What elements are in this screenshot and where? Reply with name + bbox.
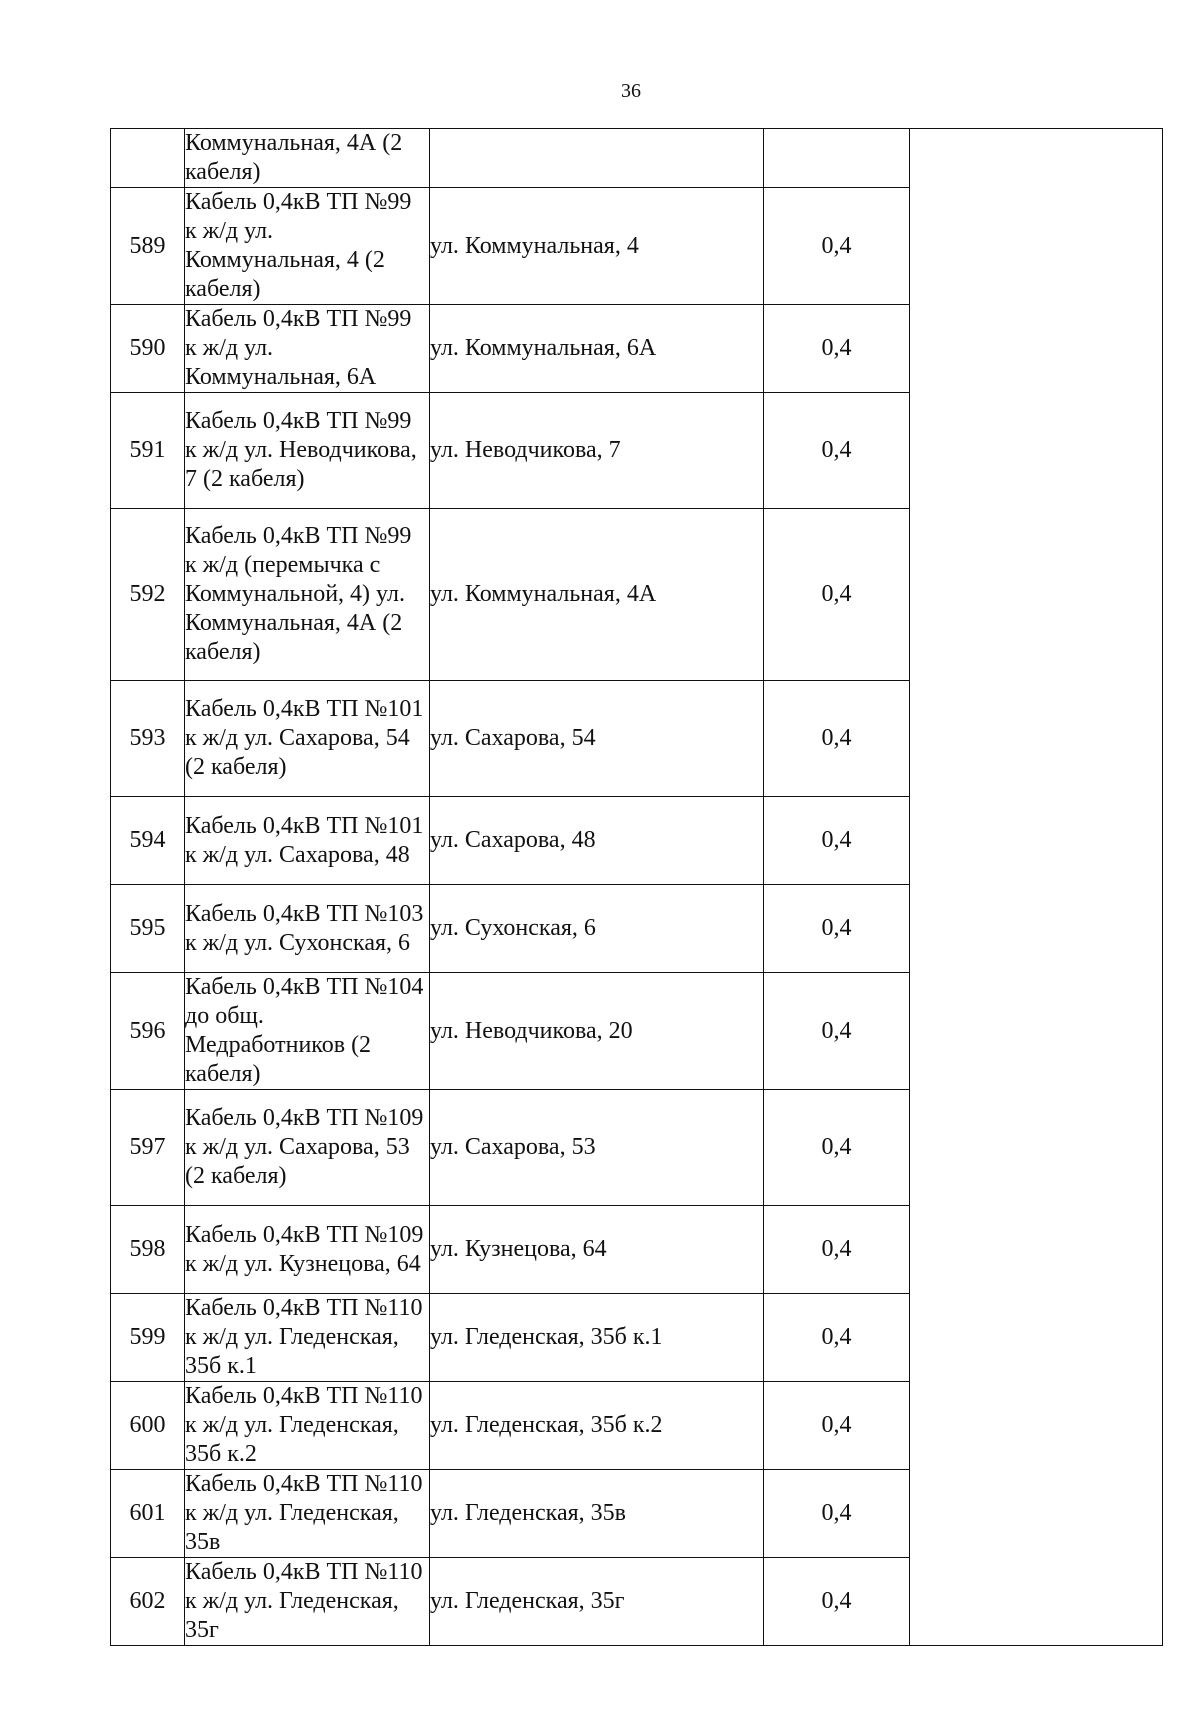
table-row-continuation xyxy=(111,129,1163,188)
address-cell: ул. Коммунальная, 6А xyxy=(430,305,764,393)
voltage-cell: 0,4 xyxy=(764,973,910,1090)
cable-name-cell: Кабель 0,4кВ ТП №99 к ж/д ул. Коммунальная, 6А xyxy=(185,305,430,393)
row-number-cell: 589 xyxy=(111,188,185,305)
address-cell: ул. Гледенская, 35б к.1 xyxy=(430,1294,764,1382)
address-cell xyxy=(430,129,764,188)
address-cell: ул. Коммунальная, 4А xyxy=(430,509,764,681)
row-number-cell: 600 xyxy=(111,1382,185,1470)
cable-name-cell: Кабель 0,4кВ ТП №99 к ж/д ул. Коммунальная, 4 (2 кабеля) xyxy=(185,188,430,305)
voltage-cell: 0,4 xyxy=(764,393,910,509)
cable-name-cell: Кабель 0,4кВ ТП №101 к ж/д ул. Сахарова, 48 xyxy=(185,797,430,885)
cable-name-cell: Кабель 0,4кВ ТП №99 к ж/д (перемычка с Коммунальной, 4) ул. Коммунальная, 4А (2 кабеля) xyxy=(185,509,430,681)
voltage-cell: 0,4 xyxy=(764,1294,910,1382)
address-cell: ул. Сахарова, 54 xyxy=(430,681,764,797)
voltage-cell: 0,4 xyxy=(764,885,910,973)
page-number: 36 xyxy=(621,80,641,102)
address-cell: ул. Неводчикова, 20 xyxy=(430,973,764,1090)
address-cell: ул. Гледенская, 35г xyxy=(430,1558,764,1646)
voltage-cell xyxy=(764,129,910,188)
voltage-cell: 0,4 xyxy=(764,1206,910,1294)
address-cell: ул. Сухонская, 6 xyxy=(430,885,764,973)
row-number-cell: 601 xyxy=(111,1470,185,1558)
voltage-cell: 0,4 xyxy=(764,681,910,797)
voltage-cell: 0,4 xyxy=(764,1558,910,1646)
cable-registry-table xyxy=(110,128,1163,1646)
row-number-cell xyxy=(111,129,185,188)
cable-name-cell: Кабель 0,4кВ ТП №110 к ж/д ул. Гледенская, 35в xyxy=(185,1470,430,1558)
cable-name-cell: Кабель 0,4кВ ТП №109 к ж/д ул. Сахарова, 53 (2 кабеля) xyxy=(185,1090,430,1206)
voltage-cell: 0,4 xyxy=(764,797,910,885)
row-number-cell: 594 xyxy=(111,797,185,885)
cable-name-cell: Кабель 0,4кВ ТП №110 к ж/д ул. Гледенская, 35г xyxy=(185,1558,430,1646)
voltage-cell: 0,4 xyxy=(764,188,910,305)
empty-column-cell xyxy=(910,129,1163,1646)
address-cell: ул. Кузнецова, 64 xyxy=(430,1206,764,1294)
row-number-cell: 593 xyxy=(111,681,185,797)
cable-name-cell: Кабель 0,4кВ ТП №101 к ж/д ул. Сахарова, 54 (2 кабеля) xyxy=(185,681,430,797)
row-number-cell: 602 xyxy=(111,1558,185,1646)
address-cell: ул. Неводчикова, 7 xyxy=(430,393,764,509)
voltage-cell: 0,4 xyxy=(764,1090,910,1206)
cable-name-cell: Коммунальная, 4А (2 кабеля) xyxy=(185,129,430,188)
address-cell: ул. Гледенская, 35в xyxy=(430,1470,764,1558)
voltage-cell: 0,4 xyxy=(764,305,910,393)
address-cell: ул. Гледенская, 35б к.2 xyxy=(430,1382,764,1470)
row-number-cell: 595 xyxy=(111,885,185,973)
cable-name-cell: Кабель 0,4кВ ТП №103 к ж/д ул. Сухонская, 6 xyxy=(185,885,430,973)
address-cell: ул. Сахарова, 48 xyxy=(430,797,764,885)
row-number-cell: 591 xyxy=(111,393,185,509)
voltage-cell: 0,4 xyxy=(764,509,910,681)
cable-name-cell: Кабель 0,4кВ ТП №109 к ж/д ул. Кузнецова, 64 xyxy=(185,1206,430,1294)
cable-name-cell: Кабель 0,4кВ ТП №110 к ж/д ул. Гледенская, 35б к.1 xyxy=(185,1294,430,1382)
table-body xyxy=(111,129,1163,1646)
row-number-cell: 599 xyxy=(111,1294,185,1382)
row-number-cell: 597 xyxy=(111,1090,185,1206)
row-number-cell: 598 xyxy=(111,1206,185,1294)
voltage-cell: 0,4 xyxy=(764,1382,910,1470)
address-cell: ул. Коммунальная, 4 xyxy=(430,188,764,305)
address-cell: ул. Сахарова, 53 xyxy=(430,1090,764,1206)
cable-name-cell: Кабель 0,4кВ ТП №99 к ж/д ул. Неводчикова, 7 (2 кабеля) xyxy=(185,393,430,509)
cable-name-cell: Кабель 0,4кВ ТП №104 до общ. Медработников (2 кабеля) xyxy=(185,973,430,1090)
row-number-cell: 596 xyxy=(111,973,185,1090)
row-number-cell: 592 xyxy=(111,509,185,681)
row-number-cell: 590 xyxy=(111,305,185,393)
voltage-cell: 0,4 xyxy=(764,1470,910,1558)
cable-name-cell: Кабель 0,4кВ ТП №110 к ж/д ул. Гледенская, 35б к.2 xyxy=(185,1382,430,1470)
